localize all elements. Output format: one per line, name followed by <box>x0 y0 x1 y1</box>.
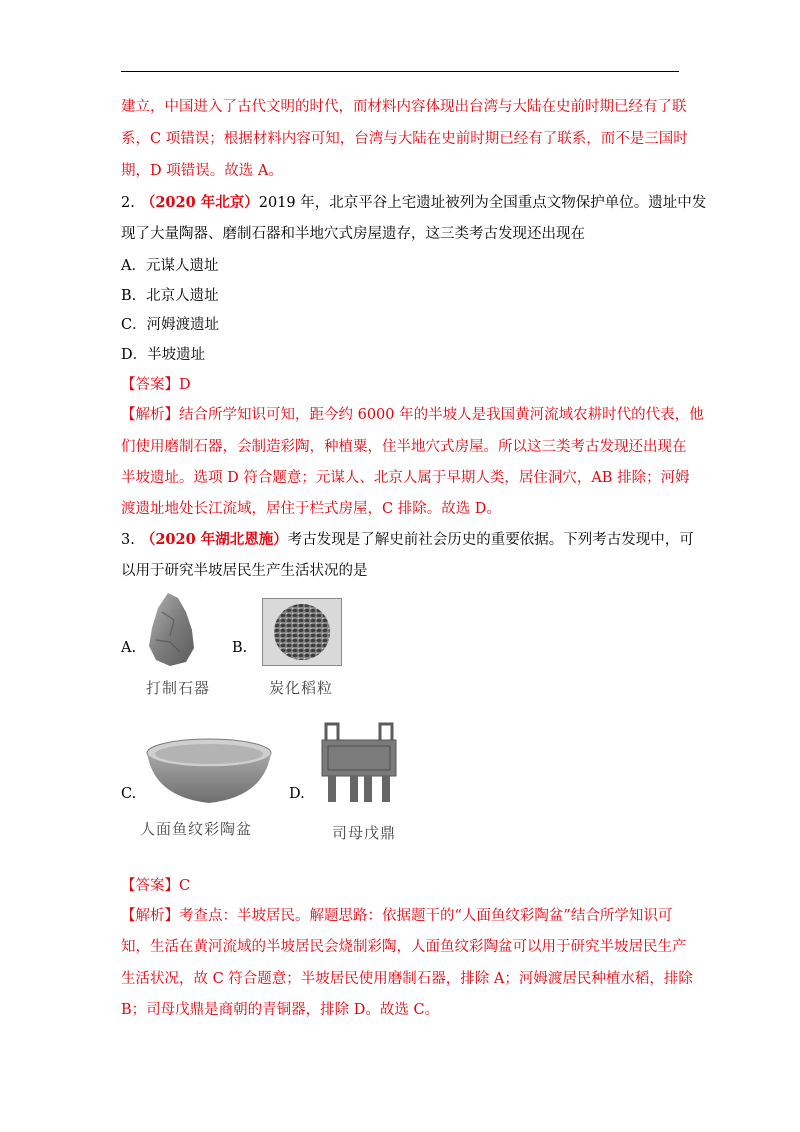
q3-analysis-line-2: 知，生活在黄河流域的半坡居民会烧制彩陶，人面鱼纹彩陶盆可以用于研究半坡居民生产 <box>121 939 687 955</box>
q3-option-c-letter: C. <box>121 786 137 802</box>
q3-answer <box>121 876 190 896</box>
header-rule <box>121 71 679 72</box>
q2-answer-value: D <box>179 377 191 393</box>
q2-option-b: B．北京人遗址 <box>121 288 219 304</box>
q2-analysis-line-4: 渡遗址地处长江流域，居住于栏式房屋，C 排除。故选 D。 <box>121 501 501 517</box>
q3-stem-line-1 <box>121 530 694 550</box>
q3-answer-value: C <box>179 878 191 894</box>
q2-analysis-text-1: 结合所学知识可知，距今约 6000 年的半坡人是我国黄河流域农耕时代的代表，他 <box>179 407 704 423</box>
q3-option-b-letter: B. <box>232 640 248 656</box>
q3-answer-label: 【答案】 <box>121 878 179 894</box>
q3-option-a-letter: A. <box>121 640 137 656</box>
q3-option-d-caption: 司母戊鼎 <box>332 824 397 842</box>
q1-analysis-line-3: 期，D 项错误。故选 A。 <box>121 163 283 179</box>
bronze-ding-icon <box>316 722 402 806</box>
q3-analysis-text-1: 考查点：半坡居民。解题思路：依据题干的“人面鱼纹彩陶盆”结合所学知识可 <box>179 908 673 924</box>
q3-option-d-letter: D. <box>289 786 305 802</box>
q3-number: 3. <box>121 532 135 548</box>
painted-pottery-basin-icon <box>144 735 274 807</box>
q2-stem-line-2: 现了大量陶器、磨制石器和半地穴式房屋遗存，这三类考古发现还出现在 <box>121 226 585 242</box>
q3-stem-text-1: 考古发现是了解史前社会历史的重要依据。下列考古发现中，可 <box>287 532 694 548</box>
q2-answer-label: 【答案】 <box>121 377 179 393</box>
q2-stem-text-1: 2019 年，北京平谷上宅遗址被列为全国重点文物保护单位。遗址中发 <box>258 195 707 211</box>
q2-option-d: D．半坡遗址 <box>121 347 206 363</box>
q2-option-c: C．河姆渡遗址 <box>121 317 220 333</box>
q2-source: （2020 年北京） <box>140 194 259 211</box>
q3-analysis-line-1 <box>121 906 672 926</box>
q2-analysis-line-2: 们使用磨制石器，会制造彩陶，种植粟，住半地穴式房屋。所以这三类考古发现还出现在 <box>121 439 687 455</box>
carbonized-rice-icon <box>262 598 342 666</box>
q3-option-a-caption: 打制石器 <box>146 679 211 697</box>
q3-analysis-line-3: 生活状况，故 C 符合题意；半坡居民使用磨制石器，排除 A；河姆渡居民种植水稻，排除 <box>121 971 693 987</box>
q2-option-a: A．元谋人遗址 <box>121 258 219 274</box>
q3-source: （2020 年湖北恩施） <box>140 531 288 548</box>
q2-answer <box>121 375 191 395</box>
q1-analysis-line-2: 系，C 项错误；根据材料内容可知，台湾与大陆在史前时期已经有了联系，而不是三国时 <box>121 131 688 147</box>
q3-stem-line-2: 以用于研究半坡居民生产生活状况的是 <box>121 563 368 579</box>
q3-analysis-label: 【解析】 <box>121 908 179 924</box>
q2-analysis-line-1 <box>121 405 704 425</box>
q2-number: 2. <box>121 195 135 211</box>
q1-analysis-line-1: 建立，中国进入了古代文明的时代，而材料内容体现出台湾与大陆在史前时期已经有了联 <box>121 99 687 115</box>
q2-analysis-line-3: 半坡遗址。选项 D 符合题意；元谋人、北京人属于早期人类，居住洞穴，AB 排除；河姆 <box>121 470 690 486</box>
q3-option-c-caption: 人面鱼纹彩陶盆 <box>140 820 253 838</box>
q2-stem-line-1 <box>121 193 706 213</box>
q3-analysis-line-4: B；司母戊鼎是商朝的青铜器，排除 D。故选 C。 <box>121 1002 440 1018</box>
chipped-stone-tool-icon <box>140 590 200 668</box>
q3-option-b-caption: 炭化稻粒 <box>269 679 334 697</box>
q2-analysis-label: 【解析】 <box>121 407 179 423</box>
